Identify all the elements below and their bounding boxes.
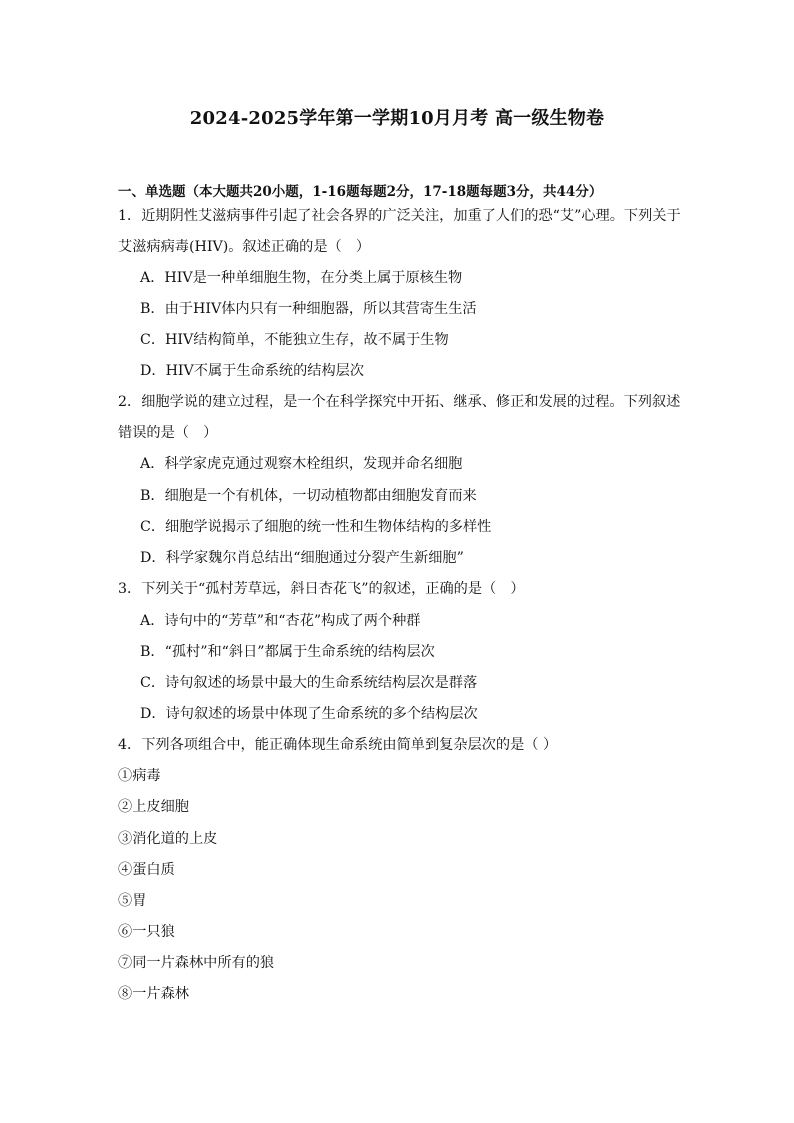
question-3-line-1: 3．下列关于“孤村芳草远，斜日杏花飞”的叙述，正确的是（ ） [118,581,525,597]
question-3-option-a: A．诗句中的“芳草”和“杏花”构成了两个种群 [140,613,421,629]
section-heading: 一、单选题（本大题共20小题，1-16题每题2分，17-18题每题3分，共44分） [118,184,603,200]
question-4-item-7: ⑦同一片森林中所有的狼 [118,955,275,971]
question-3-option-c: C．诗句叙述的场景中最大的生命系统结构层次是群落 [140,675,478,691]
question-4-item-1: ①病毒 [118,768,161,784]
question-4-item-4: ④蛋白质 [118,862,175,878]
question-1-option-c: C．HIV结构简单，不能独立生存，故不属于生物 [140,332,449,348]
question-4-item-5: ⑤胃 [118,893,147,909]
question-1-option-a: A．HIV是一种单细胞生物，在分类上属于原核生物 [140,270,463,286]
question-4-item-2: ②上皮细胞 [118,799,189,815]
question-4-line-1: 4．下列各项组合中，能正确体现生命系统由简单到复杂层次的是（ ） [118,737,558,753]
question-3-option-d: D．诗句叙述的场景中体现了生命系统的多个结构层次 [140,706,478,722]
question-2-option-b: B．细胞是一个有机体，一切动植物都由细胞发育而来 [140,488,477,504]
question-3-option-b: B．“孤村”和“斜日”都属于生命系统的结构层次 [140,644,435,660]
question-1-option-d: D．HIV不属于生命系统的结构层次 [140,363,365,379]
question-2-option-d: D．科学家魏尔肖总结出“细胞通过分裂产生新细胞” [140,550,464,566]
question-2-line-2: 错误的是（ ） [118,425,218,441]
page-title: 2024-2025学年第一学期10月月考 高一级生物卷 [189,108,605,129]
question-4-item-6: ⑥一只狼 [118,924,175,940]
question-4-item-8: ⑧一片森林 [118,986,189,1002]
question-1-option-b: B．由于HIV体内只有一种细胞器，所以其营寄生生活 [140,301,477,317]
question-1-line-1: 1．近期阴性艾滋病事件引起了社会各界的广泛关注，加重了人们的恐“艾”心理。下列关于 [118,208,681,224]
question-4-item-3: ③消化道的上皮 [118,831,218,847]
question-2-line-1: 2．细胞学说的建立过程，是一个在科学探究中开拓、继承、修正和发展的过程。下列叙述 [118,394,681,410]
question-2-option-a: A．科学家虎克通过观察木栓组织，发现并命名细胞 [140,456,463,472]
question-2-option-c: C．细胞学说揭示了细胞的统一性和生物体结构的多样性 [140,519,492,535]
question-1-line-2: 艾滋病病毒(HIV)。叙述正确的是（ ） [118,239,371,255]
